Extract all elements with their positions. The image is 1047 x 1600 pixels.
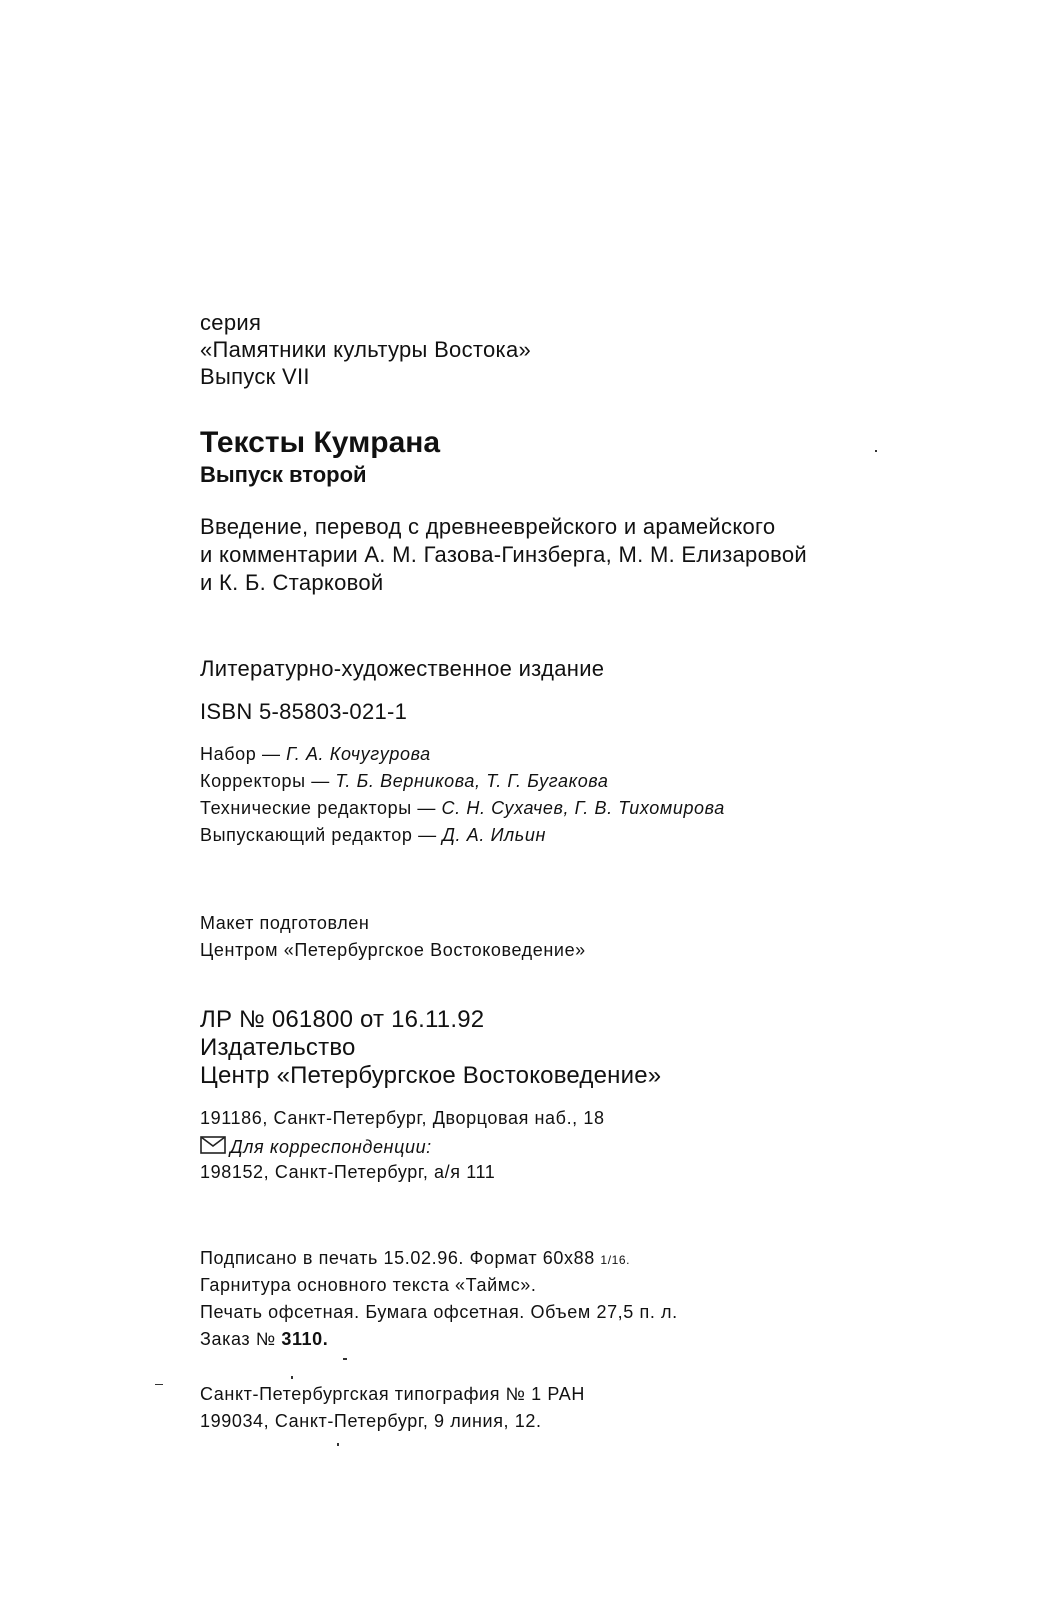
staff-role: Корректоры — bbox=[200, 771, 336, 791]
layout-note-line: Центром «Петербургское Востоковедение» bbox=[200, 940, 586, 960]
staff-names: Д. А. Ильин bbox=[442, 825, 546, 845]
order-line bbox=[200, 1329, 328, 1350]
publisher-address: 191186, Санкт-Петербург, Дворцовая наб., 18 bbox=[200, 1108, 605, 1128]
staff-line bbox=[200, 825, 546, 846]
isbn: ISBN 5-85803-021-1 bbox=[200, 699, 408, 724]
print-info-line: Гарнитура основного текста «Таймс». bbox=[200, 1275, 537, 1295]
staff-role: Набор — bbox=[200, 744, 287, 764]
staff-line bbox=[200, 744, 431, 765]
staff-role: Технические редакторы — bbox=[200, 798, 442, 818]
book-title: Тексты Кумрана bbox=[200, 426, 441, 459]
scan-speck bbox=[291, 1376, 293, 1379]
order-number: 3110. bbox=[281, 1329, 329, 1349]
scan-speck bbox=[155, 1384, 163, 1385]
series-issue: Выпуск VII bbox=[200, 364, 310, 389]
publisher-license: ЛР № 061800 от 16.11.92 bbox=[200, 1006, 485, 1033]
format-fraction: 1/16. bbox=[600, 1253, 631, 1267]
staff-names: С. Н. Сухачев, Г. В. Тихомирова bbox=[441, 798, 725, 818]
credits-line: и комментарии А. М. Газова-Гинзберга, М. М. Елизаровой bbox=[200, 542, 807, 567]
order-label: Заказ № bbox=[200, 1329, 282, 1349]
scan-speck bbox=[343, 1358, 347, 1360]
print-info-line: Печать офсетная. Бумага офсетная. Объем 27,5 п. л. bbox=[200, 1302, 678, 1322]
layout-note-line: Макет подготовлен bbox=[200, 913, 370, 933]
credits-line: Введение, перевод с древнееврейского и арамейского bbox=[200, 514, 776, 539]
credits-line: и К. Б. Старковой bbox=[200, 570, 384, 595]
scan-speck bbox=[875, 450, 877, 452]
book-subtitle: Выпуск второй bbox=[200, 462, 367, 487]
publisher-name: Центр «Петербургское Востоковедение» bbox=[200, 1062, 662, 1089]
staff-names: Т. Б. Верникова, Т. Г. Бугакова bbox=[335, 771, 609, 791]
printer-address: 199034, Санкт-Петербург, 9 линия, 12. bbox=[200, 1411, 542, 1431]
staff-role: Выпускающий редактор — bbox=[200, 825, 443, 845]
edition-type: Литературно-художественное издание bbox=[200, 656, 605, 681]
print-signed-format: Подписано в печать 15.02.96. Формат 60х88 bbox=[200, 1248, 595, 1268]
envelope-icon bbox=[200, 1135, 226, 1160]
correspondence-line bbox=[200, 1135, 432, 1160]
staff-line bbox=[200, 771, 609, 792]
correspondence-address: 198152, Санкт-Петербург, а/я 111 bbox=[200, 1162, 496, 1182]
printer-name: Санкт-Петербургская типография № 1 РАН bbox=[200, 1384, 585, 1404]
scan-speck bbox=[337, 1443, 339, 1446]
correspondence-label: Для корреспонденции: bbox=[230, 1137, 432, 1157]
series-name: «Памятники культуры Востока» bbox=[200, 337, 532, 362]
series-label: серия bbox=[200, 310, 262, 335]
staff-line bbox=[200, 798, 725, 819]
publisher-label: Издательство bbox=[200, 1034, 356, 1061]
staff-names: Г. А. Кочугурова bbox=[286, 744, 431, 764]
print-info-line bbox=[200, 1248, 630, 1269]
